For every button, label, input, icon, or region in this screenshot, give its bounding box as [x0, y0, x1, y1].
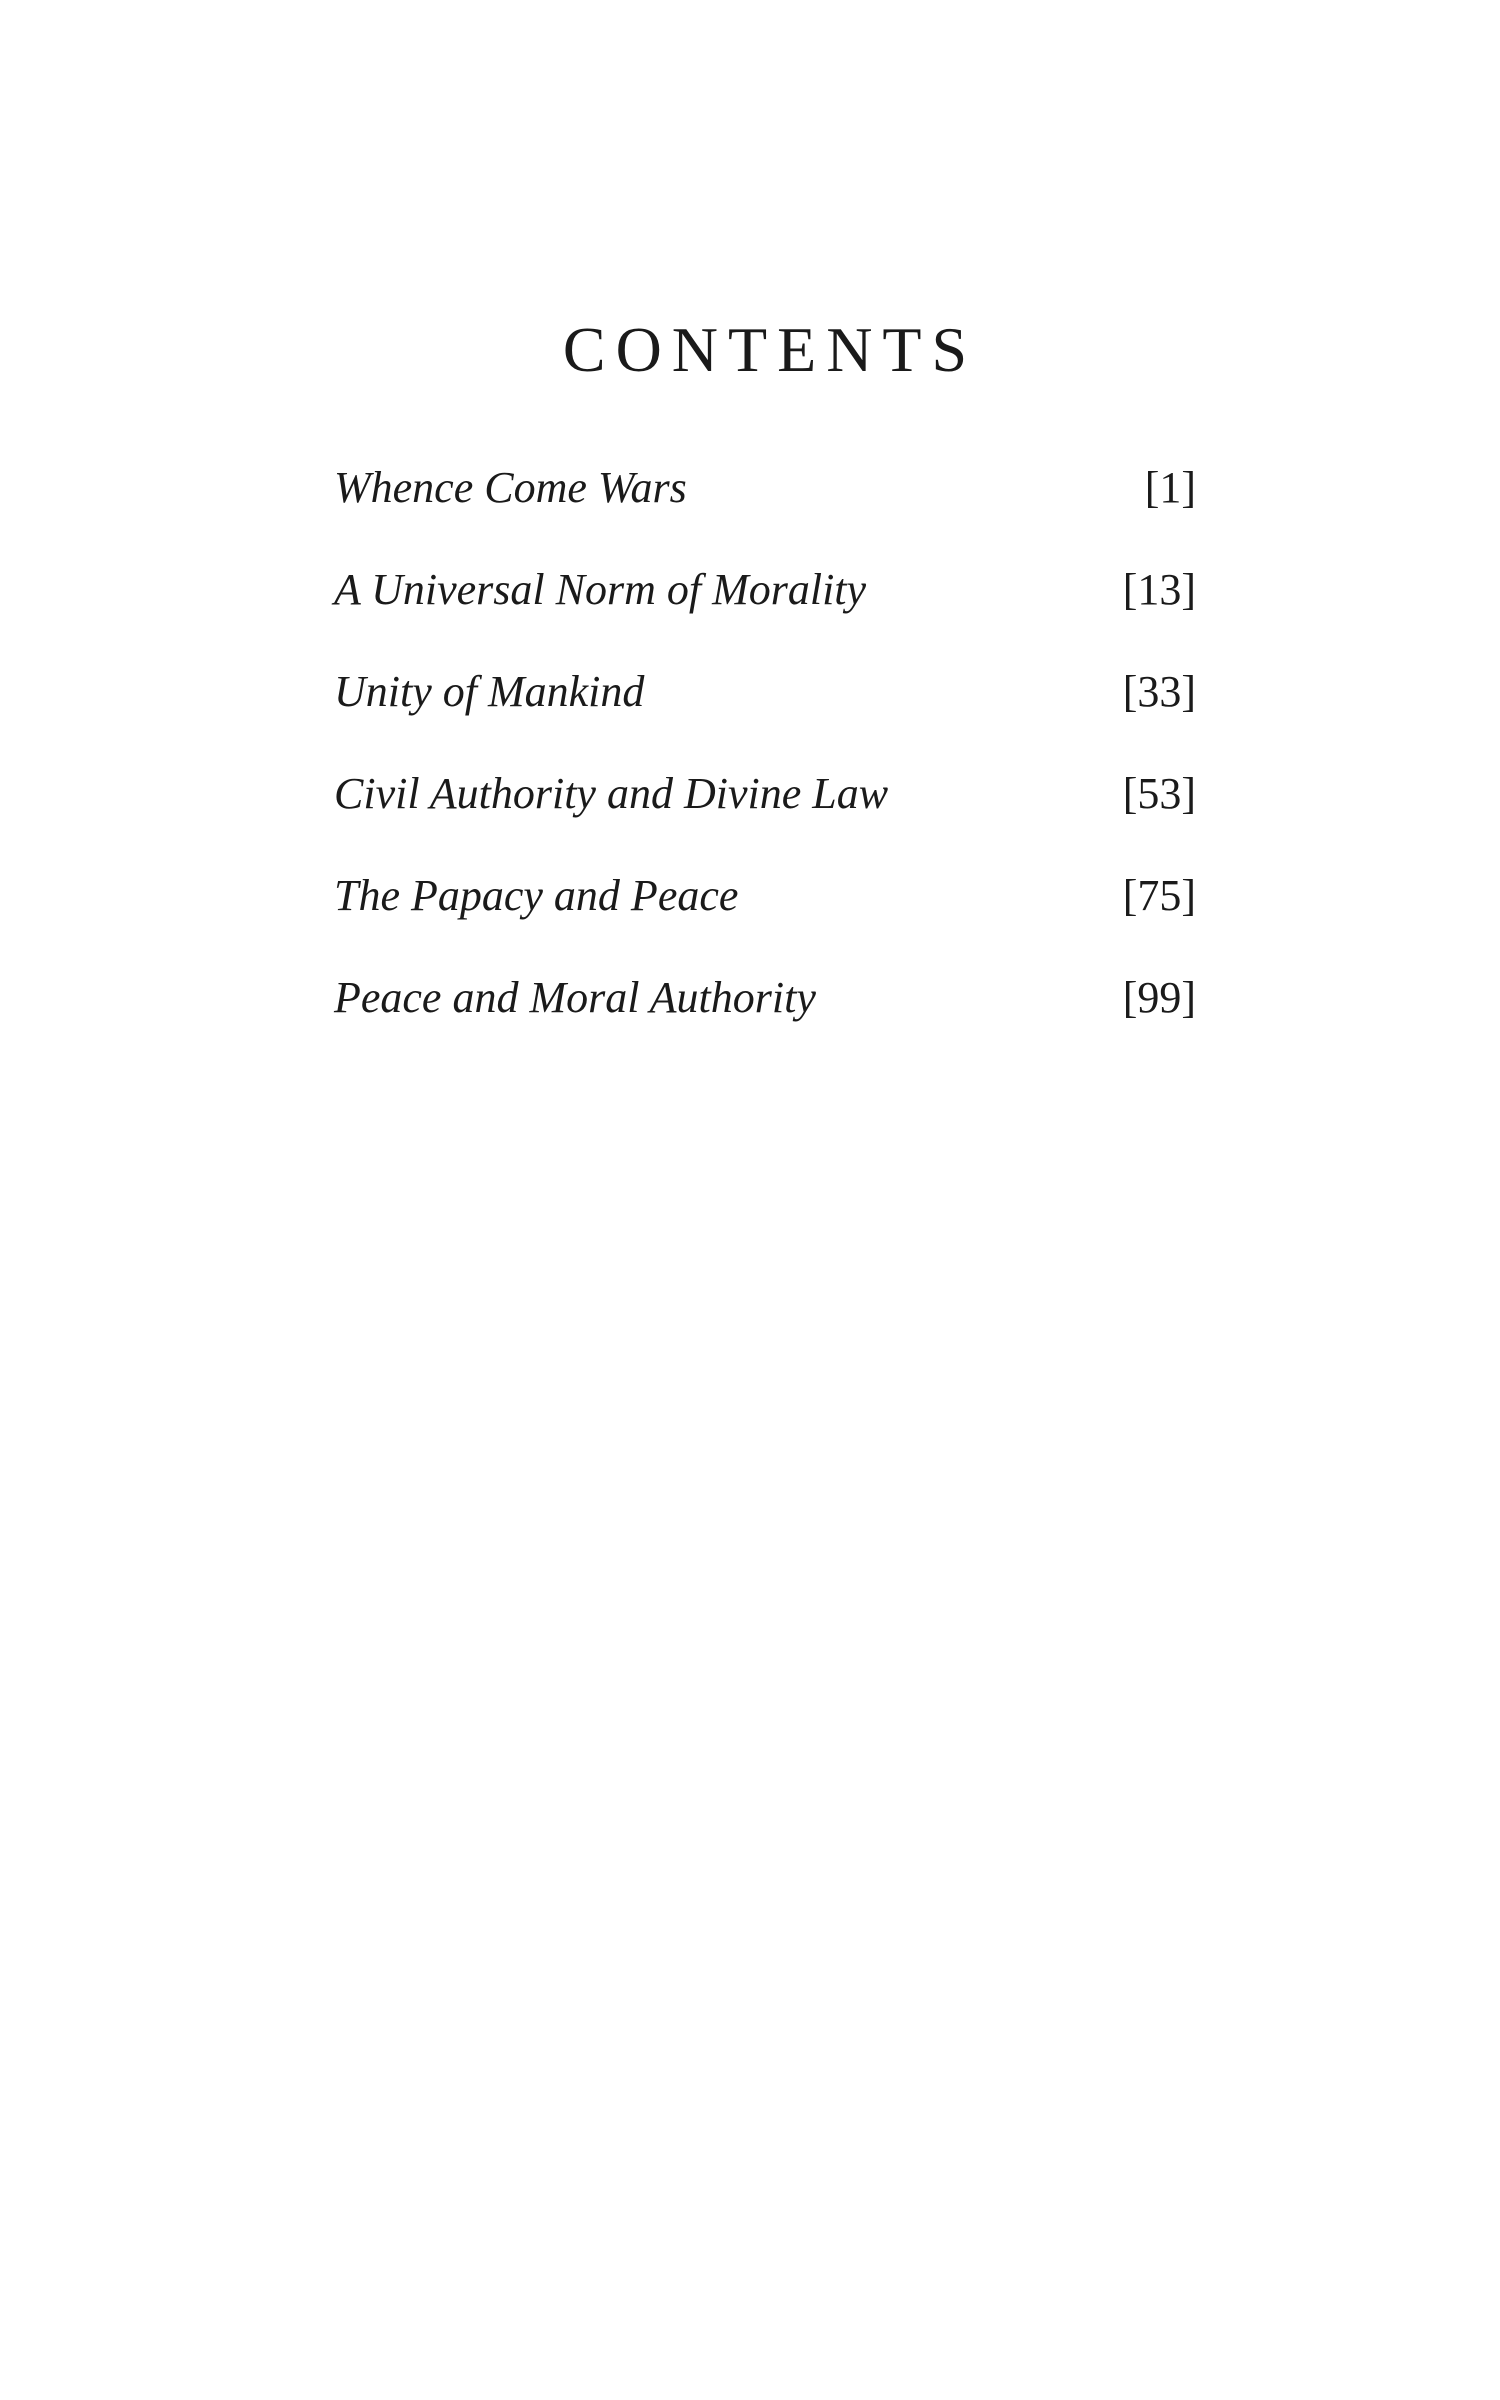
toc-entry: [334, 667, 1196, 772]
toc-entry-title: A Universal Norm of Morality: [334, 565, 867, 614]
toc-entry-page: [33]: [1122, 667, 1196, 716]
contents-heading: CONTENTS: [562, 314, 978, 385]
toc-entry: [334, 463, 1196, 568]
toc-entry: [334, 973, 1196, 1078]
toc-entry-page: [53]: [1122, 769, 1196, 818]
toc-entry-title: Peace and Moral Authority: [334, 973, 816, 1022]
toc-entry-page: [99]: [1122, 973, 1196, 1022]
toc-entry: [334, 769, 1196, 874]
toc-entry: [334, 565, 1196, 670]
toc-entry-title: Whence Come Wars: [334, 463, 687, 512]
toc-entry-page: [75]: [1122, 871, 1196, 920]
toc-entry-title: Unity of Mankind: [334, 667, 645, 716]
toc-entry-page: [13]: [1122, 565, 1196, 614]
toc-entry-title: The Papacy and Peace: [334, 871, 739, 920]
toc-entry-page: [1]: [1144, 463, 1196, 512]
toc-entry-title: Civil Authority and Divine Law: [334, 769, 889, 818]
table-of-contents: [334, 463, 1196, 1078]
toc-entry: [334, 871, 1196, 976]
